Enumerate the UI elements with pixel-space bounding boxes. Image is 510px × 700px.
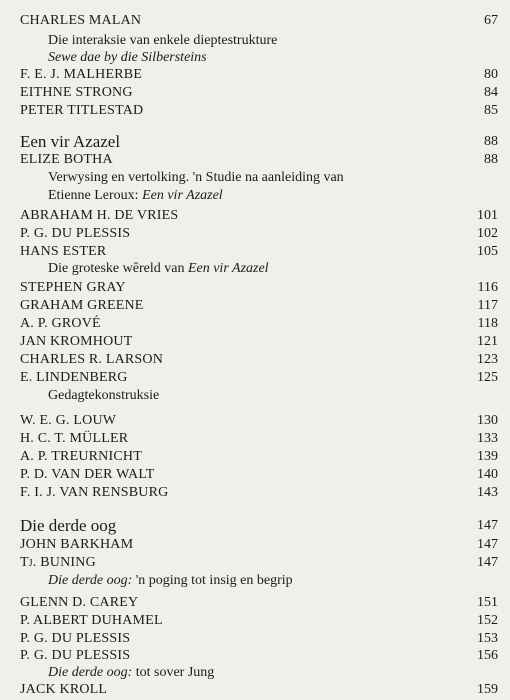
- page-number: 117: [477, 298, 498, 313]
- author-name: ELIZE BOTHA: [20, 152, 113, 167]
- author-name: ABRAHAM H. DE VRIES: [20, 208, 179, 223]
- toc-entry: [20, 535, 498, 555]
- toc-entry: [20, 465, 498, 485]
- toc-entry: [20, 150, 498, 170]
- toc-entry-title: [20, 386, 498, 406]
- toc-entry: [20, 11, 498, 31]
- toc-entry: [20, 224, 498, 244]
- author-name: P. D. VAN DER WALT: [20, 467, 155, 482]
- page-number: 121: [477, 334, 498, 349]
- toc-entry: [20, 429, 498, 449]
- essay-title: Die interaksie van enkele dieptestrukture: [48, 33, 278, 48]
- author-name: P. G. DU PLESSIS: [20, 648, 131, 663]
- page-number: 80: [484, 67, 498, 82]
- toc-entry: [20, 611, 498, 631]
- essay-title: Gedagtekonstruksie: [48, 388, 160, 403]
- author-name: W. E. G. LOUW: [20, 413, 117, 428]
- section-title: Een vir Azazel: [20, 132, 121, 151]
- page-number: 88: [484, 134, 498, 149]
- author-name: HANS ESTER: [20, 244, 107, 259]
- toc-entry-title: [20, 186, 498, 206]
- page-number: 153: [477, 631, 498, 646]
- essay-title: Die groteske wêreld van: [48, 261, 188, 276]
- author-name: JAN KROMHOUT: [20, 334, 133, 349]
- author-name: E. LINDENBERG: [20, 370, 128, 385]
- essay-title: 'n poging tot insig en begrip: [132, 573, 293, 588]
- essay-title-italic: Een vir Azazel: [187, 261, 269, 276]
- page-number: 139: [477, 449, 498, 464]
- page-number: 159: [477, 682, 498, 697]
- author-name: EITHNE STRONG: [20, 85, 133, 100]
- author-name: Tj. BUNING: [20, 555, 96, 570]
- page-number: 102: [477, 226, 498, 241]
- essay-title: Etienne Leroux:: [48, 188, 143, 203]
- page-number: 156: [477, 648, 498, 663]
- toc-entry: [20, 278, 498, 298]
- toc-entry: [20, 483, 498, 503]
- page-number: 84: [484, 85, 498, 100]
- page-number: 133: [477, 431, 498, 446]
- author-name: P. ALBERT DUHAMEL: [20, 613, 163, 628]
- page-number: 147: [477, 518, 498, 533]
- toc-entry: [20, 593, 498, 613]
- page-number: 143: [477, 485, 498, 500]
- author-name: GLENN D. CAREY: [20, 595, 139, 610]
- page-number: 123: [477, 352, 498, 367]
- essay-title: Verwysing en vertolking. 'n Studie na aanleiding van: [48, 170, 344, 185]
- author-name: JOHN BARKHAM: [20, 537, 134, 552]
- toc-entry-title: [20, 259, 498, 279]
- toc-entry: [20, 101, 498, 121]
- toc-entry: [20, 83, 498, 103]
- author-name: H. C. T. MÜLLER: [20, 431, 129, 446]
- toc-entry: [20, 368, 498, 388]
- page-number: 118: [477, 316, 498, 331]
- page-number: 125: [477, 370, 498, 385]
- toc-entry: [20, 447, 498, 467]
- author-name: A. P. TREURNICHT: [20, 449, 142, 464]
- page-number: 147: [477, 555, 498, 570]
- author-name: CHARLES MALAN: [20, 13, 142, 28]
- essay-title-italic: Een vir Azazel: [142, 188, 223, 203]
- author-name: STEPHEN GRAY: [20, 280, 126, 295]
- toc-entry-title: [20, 571, 498, 591]
- page-number: 130: [477, 413, 498, 428]
- essay-title-italic: Die derde oog:: [48, 573, 133, 588]
- page-number: 147: [477, 537, 498, 552]
- toc-entry: [20, 680, 498, 700]
- page-number: 67: [484, 13, 498, 28]
- author-name: CHARLES R. LARSON: [20, 352, 164, 367]
- page-number: 116: [477, 280, 498, 295]
- toc-entry: [20, 553, 498, 573]
- page-number: 101: [477, 208, 498, 223]
- author-name: PETER TITLESTAD: [20, 103, 144, 118]
- essay-title-italic: Sewe dae by die Silbersteins: [48, 50, 207, 65]
- toc-entry: [20, 296, 498, 316]
- author-name: GRAHAM GREENE: [20, 298, 144, 313]
- author-name: P. G. DU PLESSIS: [20, 226, 131, 241]
- toc-entry: [20, 332, 498, 352]
- author-name: F. E. J. MALHERBE: [20, 67, 143, 82]
- page-number: 85: [484, 103, 498, 118]
- toc-entry: [20, 350, 498, 370]
- page-number: 88: [484, 152, 498, 167]
- toc-entry: [20, 411, 498, 431]
- page-number: 152: [477, 613, 498, 628]
- page-number: 140: [477, 467, 498, 482]
- toc-entry: [20, 65, 498, 85]
- essay-title-italic: Die derde oog:: [48, 665, 133, 680]
- section-title: Die derde oog: [20, 516, 117, 535]
- essay-title: tot sover Jung: [132, 665, 215, 680]
- author-name: JACK KROLL: [20, 682, 108, 697]
- author-name: F. I. J. VAN RENSBURG: [20, 485, 169, 500]
- author-name: A. P. GROVÉ: [20, 316, 101, 331]
- author-name: P. G. DU PLESSIS: [20, 631, 131, 646]
- toc-entry: [20, 314, 498, 334]
- toc-entry-title: [20, 168, 498, 188]
- toc-entry: [20, 206, 498, 226]
- page-number: 105: [477, 244, 498, 259]
- page-number: 151: [477, 595, 498, 610]
